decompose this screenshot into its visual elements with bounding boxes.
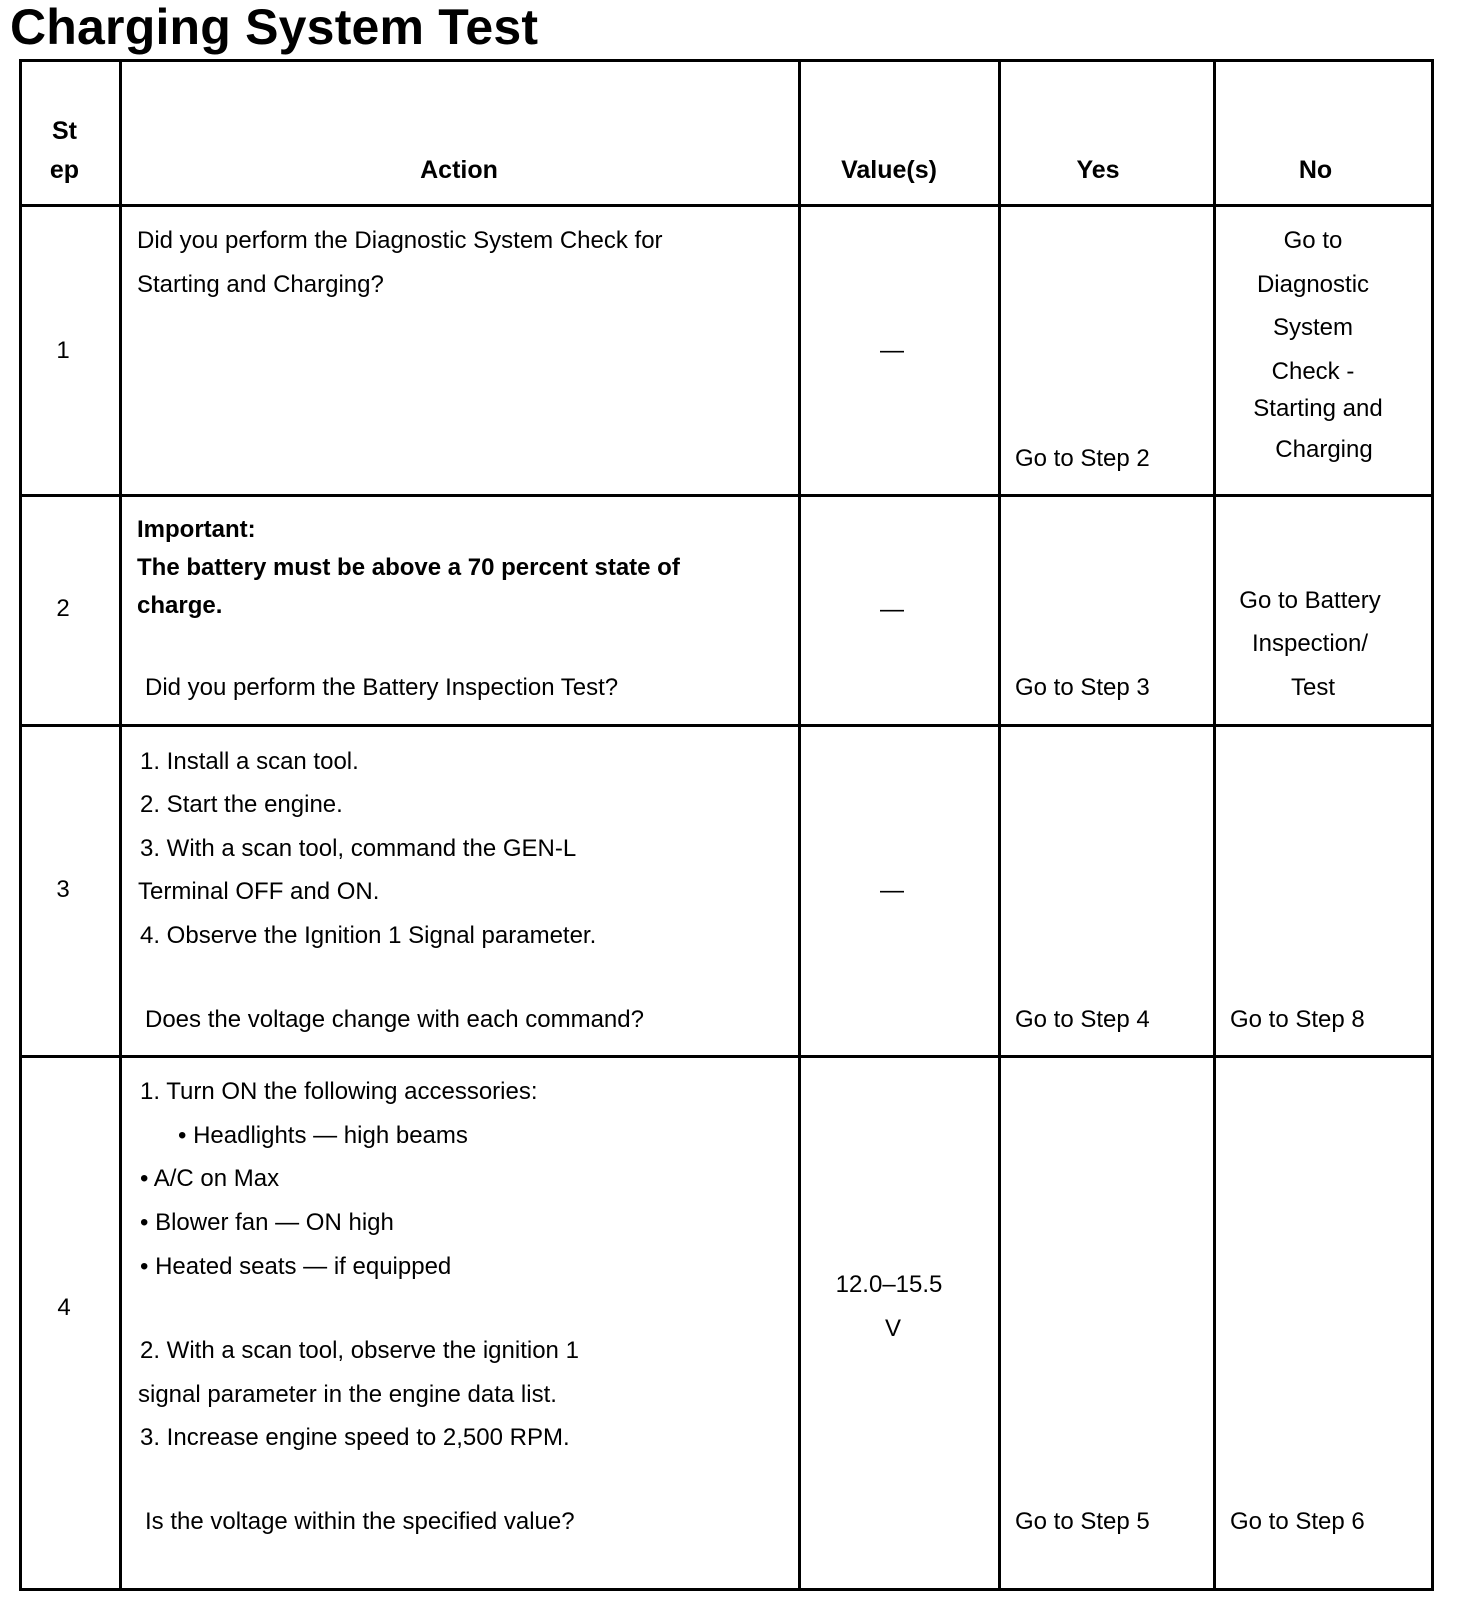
no-link[interactable]: Test <box>1290 674 1335 701</box>
action-question: Did you perform the Battery Inspection Test? <box>145 674 619 701</box>
column-divider <box>998 62 1001 1588</box>
header-values: Value(s) <box>841 156 937 184</box>
no-link[interactable]: Go to Step 6 <box>1230 1508 1365 1535</box>
action-step: 2. Start the engine. <box>140 791 343 818</box>
header-yes: Yes <box>1076 156 1120 184</box>
action-bullet: • Heated seats — if equipped <box>140 1253 452 1280</box>
value-text: — <box>880 877 904 904</box>
action-bullet: • Headlights — high beams <box>178 1122 468 1149</box>
yes-link[interactable]: Go to Step 2 <box>1015 445 1150 472</box>
row-divider <box>22 204 1431 207</box>
value-text: — <box>880 337 904 364</box>
action-step: 1. Install a scan tool. <box>140 748 359 775</box>
step-number: 1 <box>56 337 70 364</box>
action-step: Terminal OFF and ON. <box>138 878 380 905</box>
no-link[interactable]: Check - <box>1271 358 1355 385</box>
no-link[interactable]: System <box>1272 314 1353 341</box>
no-link[interactable]: Go to <box>1283 227 1343 254</box>
no-link[interactable]: Go to Battery <box>1239 587 1381 614</box>
action-question: Does the voltage change with each command? <box>145 1006 644 1033</box>
action-step: 2. With a scan tool, observe the ignition 1 <box>140 1337 579 1364</box>
action-question: Is the voltage within the specified value? <box>145 1508 575 1535</box>
action-step: signal parameter in the engine data list. <box>138 1381 557 1408</box>
action-step: 1. Turn ON the following accessories: <box>140 1078 538 1105</box>
step-number: 2 <box>56 595 70 622</box>
row-divider <box>22 1055 1431 1058</box>
no-link[interactable]: Starting and <box>1253 395 1383 422</box>
action-step: 3. Increase engine speed to 2,500 RPM. <box>140 1424 570 1451</box>
action-bullet: • A/C on Max <box>140 1165 280 1192</box>
step-number: 4 <box>57 1294 71 1321</box>
no-link[interactable]: Charging <box>1275 436 1373 463</box>
yes-link[interactable]: Go to Step 4 <box>1015 1006 1150 1033</box>
action-bullet: • Blower fan — ON high <box>140 1209 394 1236</box>
page-title: Charging System Test <box>10 0 539 55</box>
row-divider <box>22 494 1431 497</box>
important-text: The battery must be above a 70 percent state of <box>137 554 680 581</box>
value-text: — <box>880 596 904 623</box>
column-divider <box>798 62 801 1588</box>
important-text: charge. <box>137 592 223 619</box>
no-link[interactable]: Diagnostic <box>1256 271 1370 298</box>
header-no: No <box>1298 156 1333 184</box>
value-range: 12.0–15.5 <box>835 1271 943 1298</box>
header-step-line2: ep <box>49 156 80 184</box>
column-divider <box>119 62 122 1588</box>
yes-link[interactable]: Go to Step 5 <box>1015 1508 1150 1535</box>
row-divider <box>22 724 1431 727</box>
value-unit: V <box>884 1315 901 1342</box>
action-text: Starting and Charging? <box>137 271 384 298</box>
yes-link[interactable]: Go to Step 3 <box>1015 674 1150 701</box>
action-step: 3. With a scan tool, command the GEN-L <box>140 835 577 862</box>
action-text: Did you perform the Diagnostic System Check for <box>137 227 663 254</box>
no-link[interactable]: Inspection/ <box>1251 630 1369 657</box>
header-action: Action <box>420 156 498 184</box>
no-link[interactable]: Go to Step 8 <box>1230 1006 1365 1033</box>
header-step-line1: St <box>52 117 77 145</box>
important-label: Important: <box>137 516 256 543</box>
action-step: 4. Observe the Ignition 1 Signal parameter. <box>140 922 597 949</box>
step-number: 3 <box>56 876 70 903</box>
